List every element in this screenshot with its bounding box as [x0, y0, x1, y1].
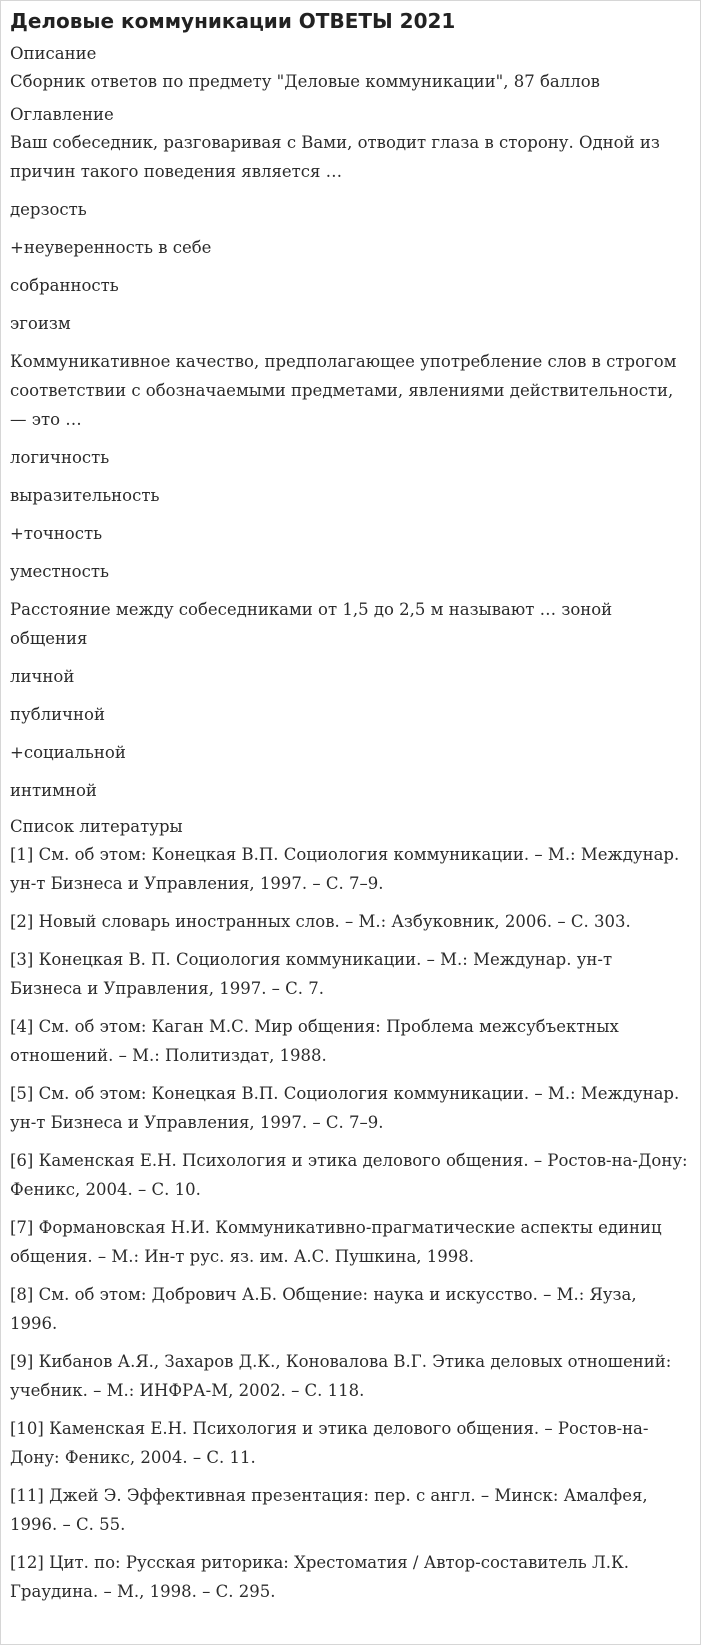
page-title: Деловые коммуникации ОТВЕТЫ 2021 [10, 9, 456, 33]
answer-option: эгоизм [10, 314, 71, 333]
bibliography-item: [6] Каменская Е.Н. Психология и этика делового общения. – Ростов-на-Дону: Феникс, 2004. – С. 10. [10, 1151, 688, 1199]
description-text: Сборник ответов по предмету "Деловые коммуникации", 87 баллов [10, 72, 600, 91]
bibliography-item: [3] Конецкая В. П. Социология коммуникации. – М.: Междунар. ун-т Бизнеса и Управления, 1997. – С. 7. [10, 950, 613, 998]
question-block-1 [10, 128, 700, 338]
question-block-3 [10, 595, 700, 805]
bibliography-item: [9] Кибанов А.Я., Захаров Д.К., Коновалова В.Г. Этика деловых отношений: учебник. – М.: ИНФРА-М, 2002. – С. 118. [10, 1352, 672, 1400]
bibliography-item: [4] См. об этом: Каган М.С. Мир общения: Проблема межсубъектных отношений. – М.: Политиздат, 1988. [10, 1017, 619, 1065]
bibliography-item: [10] Каменская Е.Н. Психология и этика делового общения. – Ростов-на-Дону: Феникс, 2004. – С. 11. [10, 1419, 649, 1467]
bibliography-item: [7] Формановская Н.И. Коммуникативно-прагматические аспекты единиц общения. – М.: Ин-т рус. яз. им. А.С. Пушкина, 1998. [10, 1218, 662, 1266]
question-text: Коммуникативное качество, предполагающее употребление слов в строгом соответствии с обозначаемыми предметами, явлениями действительности, — это … [10, 352, 677, 429]
answer-option: публичной [10, 705, 105, 724]
bibliography-list [10, 840, 700, 1606]
answer-option: интимной [10, 781, 97, 800]
answer-option: личной [10, 667, 75, 686]
answer-option: выразительность [10, 486, 160, 505]
answer-option: +точность [10, 524, 103, 543]
bibliography-item: [12] Цит. по: Русская риторика: Хрестоматия / Автор-составитель Л.К. Граудина. – М., 1998. – С. 295. [10, 1553, 629, 1601]
answer-option: уместность [10, 562, 109, 581]
bibliography-item: [5] См. об этом: Конецкая В.П. Социология коммуникации. – М.: Междунар. ун-т Бизнеса и Управления, 1997. – С. 7–9. [10, 1084, 680, 1132]
answer-option: собранность [10, 276, 119, 295]
bibliography-item: [8] См. об этом: Добрович А.Б. Общение: наука и искусство. – М.: Яуза, 1996. [10, 1285, 637, 1333]
bibliography-heading: Список литературы [10, 817, 183, 836]
bibliography-item: [1] См. об этом: Конецкая В.П. Социология коммуникации. – М.: Междунар. ун-т Бизнеса и Управления, 1997. – С. 7–9. [10, 845, 680, 893]
answer-option: +неуверенность в себе [10, 238, 212, 257]
contents-heading: Оглавление [10, 105, 114, 124]
question-text: Расстояние между собеседниками от 1,5 до 2,5 м называют … зоной общения [10, 600, 613, 648]
question-block-2 [10, 347, 700, 586]
description-heading: Описание [10, 44, 97, 63]
answer-option: дерзость [10, 200, 87, 219]
answer-option: +социальной [10, 743, 126, 762]
question-text: Ваш собеседник, разговаривая с Вами, отводит глаза в сторону. Одной из причин такого поведения является … [10, 133, 660, 181]
bibliography-item: [2] Новый словарь иностранных слов. – М.: Азбуковник, 2006. – С. 303. [10, 912, 631, 931]
answer-option: логичность [10, 448, 110, 467]
bibliography-item: [11] Джей Э. Эффективная презентация: пер. с англ. – Минск: Амалфея, 1996. – С. 55. [10, 1486, 648, 1534]
